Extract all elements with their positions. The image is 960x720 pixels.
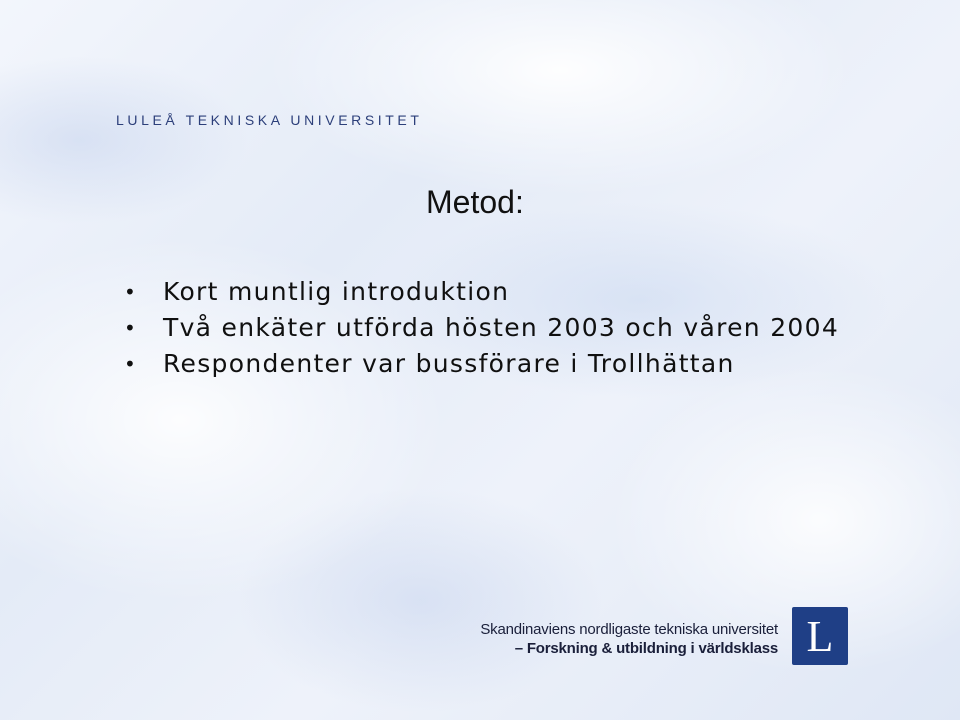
university-name: LULEÅ TEKNISKA UNIVERSITET [116,112,423,128]
tagline-line-1: Skandinaviens nordligaste tekniska universitet [480,621,778,638]
bullet-text: Respondenter var bussförare i Trollhättan [163,349,735,378]
bullet-icon: • [124,280,138,304]
slide-title: Metod: [426,184,524,220]
bullet-text: Kort muntlig introduktion [163,277,510,306]
logo-letter: L [806,612,834,661]
tagline-line-2: – Forskning & utbildning i världsklass [514,640,778,657]
bullet-icon: • [124,316,138,340]
bullet-icon: • [124,352,138,376]
university-logo [792,607,848,665]
footer-tagline [480,620,778,658]
bullet-text: Två enkäter utförda hösten 2003 och våren 2004 [163,313,840,342]
